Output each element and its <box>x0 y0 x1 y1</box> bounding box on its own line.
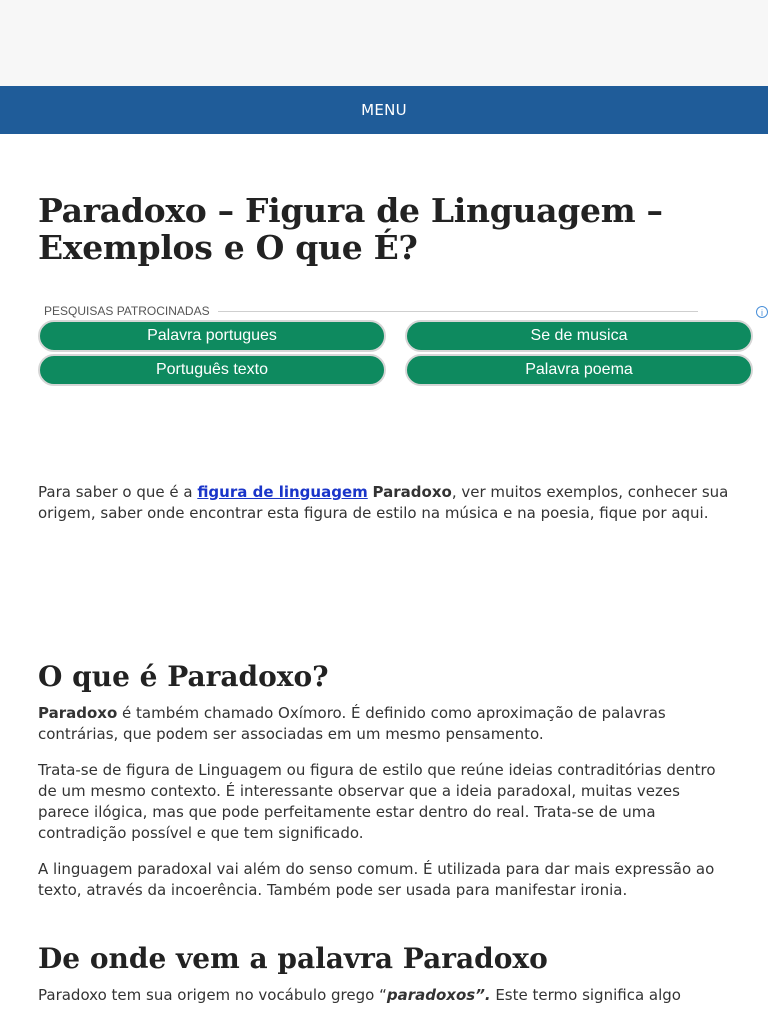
intro-bold: Paradoxo <box>372 483 452 501</box>
page-title: Paradoxo – Figura de Linguagem – Exemplos e O que É? <box>38 191 663 267</box>
origin-text: Paradoxo tem sua origem no vocábulo grego “ <box>38 986 387 1004</box>
intro-paragraph <box>38 482 730 524</box>
ad-button[interactable]: Português texto <box>38 354 386 386</box>
intro-text: Para saber o que é a <box>38 483 198 501</box>
menu-button[interactable] <box>0 86 768 134</box>
ad-button[interactable]: Palavra portugues <box>38 320 386 352</box>
definition-text: é também chamado Oxímoro. É definido como aproximação de palavras contrárias, que podem ser associadas em um mesmo pensamento. <box>38 704 666 743</box>
definition-bold: Paradoxo <box>38 704 118 722</box>
explanation-paragraph: Trata-se de figura de Linguagem ou figura de estilo que reúne ideias contraditórias dentro de um mesmo contexto. É interessante observar que a ideia paradoxal, muitas vezes parece ilógica, mas que pode perfeitamente estar dentro do real. Trata-se de uma contradição possível e que tem significado. <box>38 761 716 842</box>
section-heading-what-is: O que é Paradoxo? <box>38 660 329 693</box>
ad-button[interactable]: Se de musica <box>405 320 753 352</box>
sponsored-divider <box>218 311 698 312</box>
ad-info-icon[interactable]: i <box>756 306 768 318</box>
origin-emphasis: paradoxos”. <box>386 986 491 1004</box>
origin-paragraph <box>38 985 730 1006</box>
figura-de-linguagem-link[interactable]: figura de linguagem <box>197 483 368 501</box>
usage-paragraph: A linguagem paradoxal vai além do senso comum. É utilizada para dar mais expressão ao texto, através da incoerência. Também pode ser usada para manifestar ironia. <box>38 860 715 899</box>
site-header <box>0 0 768 86</box>
sponsored-searches <box>38 302 763 390</box>
ad-button[interactable]: Palavra poema <box>405 354 753 386</box>
intro-text-rest: , ver muitos exemplos, conhecer sua origem, saber onde encontrar esta figura de estilo na música e na poesia, fique por aqui. <box>38 483 729 522</box>
article-content <box>0 192 768 1006</box>
definition-paragraph <box>38 703 730 745</box>
sponsored-header <box>38 302 730 320</box>
section-heading-origin: De onde vem a palavra Paradoxo <box>38 942 548 975</box>
sponsored-label: PESQUISAS PATROCINADAS <box>44 304 210 318</box>
origin-text-rest: Este termo significa algo <box>490 986 681 1004</box>
sponsored-buttons <box>38 320 730 388</box>
menu-label: MENU <box>361 101 407 119</box>
